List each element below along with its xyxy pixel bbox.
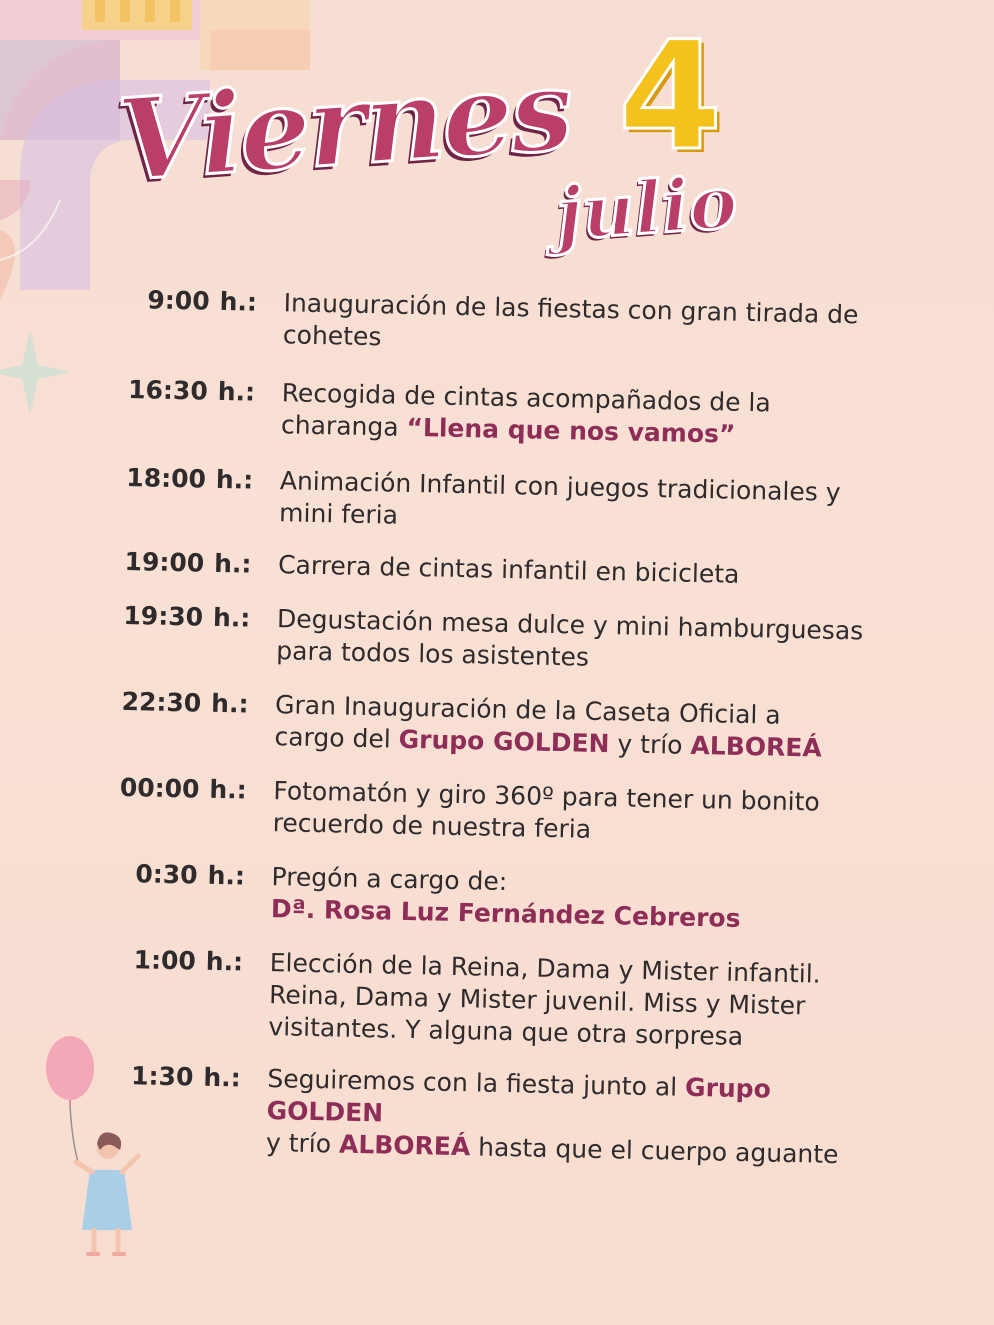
description-text: cohetes	[282, 320, 382, 352]
title-weekday: Viernes	[113, 44, 575, 207]
time-unit: h.:	[207, 860, 246, 891]
event-time: 9:00	[147, 285, 210, 316]
description-text: Fotomatón y giro 360º para tener un bonito	[273, 776, 821, 817]
description-text: charanga	[280, 410, 407, 442]
time-unit: h.:	[219, 286, 258, 317]
event-time: 22:30	[121, 686, 202, 718]
highlighted-text: “Llena que nos vamos”	[406, 412, 736, 449]
event-time: 19:00	[124, 546, 205, 578]
event-description	[268, 947, 888, 1056]
highlighted-text: Grupo GOLDEN	[266, 1072, 772, 1128]
description-text: cargo del	[274, 722, 399, 754]
time-unit: h.:	[213, 548, 252, 579]
event-schedule	[64, 283, 902, 1172]
description-text: Elección de la Reina, Dama y Mister infantil.	[269, 948, 821, 989]
description-text: y trío	[609, 729, 691, 760]
description-text: Pregón a cargo de:	[271, 862, 508, 897]
event-time: 16:30	[127, 374, 209, 406]
description-text: Gran Inauguración de la Caseta Oficial a	[274, 690, 781, 730]
description-line	[278, 549, 897, 594]
title-day-number: 4	[618, 10, 723, 184]
time-unit: h.:	[210, 688, 249, 719]
event-time: 19:30	[123, 600, 204, 632]
description-text: Seguiremos con la fiesta junto al	[267, 1064, 686, 1102]
description-text: visitantes. Y alguna que otra sorpresa	[268, 1012, 744, 1052]
description-text: Animación Infantil con juegos tradicionales y	[279, 466, 841, 507]
schedule-row	[72, 685, 893, 766]
schedule-row	[74, 599, 895, 680]
description-text: Recogida de cintas acompañados de la	[281, 378, 772, 418]
description-text: y trío	[265, 1128, 340, 1159]
event-description	[271, 861, 890, 938]
event-time: 18:00	[126, 462, 207, 494]
highlighted-text: ALBOREÁ	[338, 1129, 471, 1162]
time-unit: h.:	[205, 946, 244, 977]
schedule-row	[77, 461, 898, 542]
schedule-row	[66, 943, 888, 1056]
schedule-row	[76, 545, 896, 594]
description-text: Carrera de cintas infantil en bicicleta	[277, 550, 740, 589]
event-description	[272, 775, 891, 852]
event-description	[278, 549, 897, 594]
time-unit: h.:	[203, 1062, 241, 1093]
description-text: mini feria	[278, 498, 399, 530]
event-description	[266, 1063, 886, 1172]
event-description	[283, 287, 902, 364]
page-title	[0, 0, 994, 270]
description-text: recuerdo de nuestra feria	[272, 808, 592, 844]
description-text: Reina, Dama y Mister juvenil. Miss y Mister	[268, 980, 806, 1021]
event-time: 0:30	[135, 859, 198, 890]
time-unit: h.:	[217, 376, 256, 407]
time-unit: h.:	[209, 774, 248, 805]
event-time: 1:00	[133, 945, 197, 976]
event-description	[281, 377, 900, 454]
description-text: Inauguración de las fiestas con gran tirada de	[283, 288, 859, 330]
schedule-row	[64, 1059, 886, 1172]
description-text: hasta que el cuerpo aguante	[469, 1132, 839, 1170]
title-month: julio	[553, 158, 740, 257]
highlighted-text: ALBOREÁ	[690, 730, 823, 763]
schedule-row	[69, 857, 890, 938]
event-description	[276, 603, 895, 680]
event-time: 1:30	[130, 1061, 194, 1092]
time-unit: h.:	[215, 464, 254, 495]
description-text: para todos los asistentes	[276, 636, 590, 672]
highlighted-text: Grupo GOLDEN	[398, 724, 610, 759]
event-description	[279, 465, 898, 542]
highlighted-text: Dª. Rosa Luz Fernández Cebreros	[270, 894, 741, 933]
event-time: 00:00	[119, 772, 200, 804]
girl-with-balloon-illustration	[40, 1030, 150, 1260]
description-text: Degustación mesa dulce y mini hamburguesas	[276, 604, 864, 646]
event-description	[274, 689, 893, 766]
schedule-row	[70, 771, 891, 852]
time-unit: h.:	[212, 602, 251, 633]
schedule-row	[79, 373, 900, 454]
